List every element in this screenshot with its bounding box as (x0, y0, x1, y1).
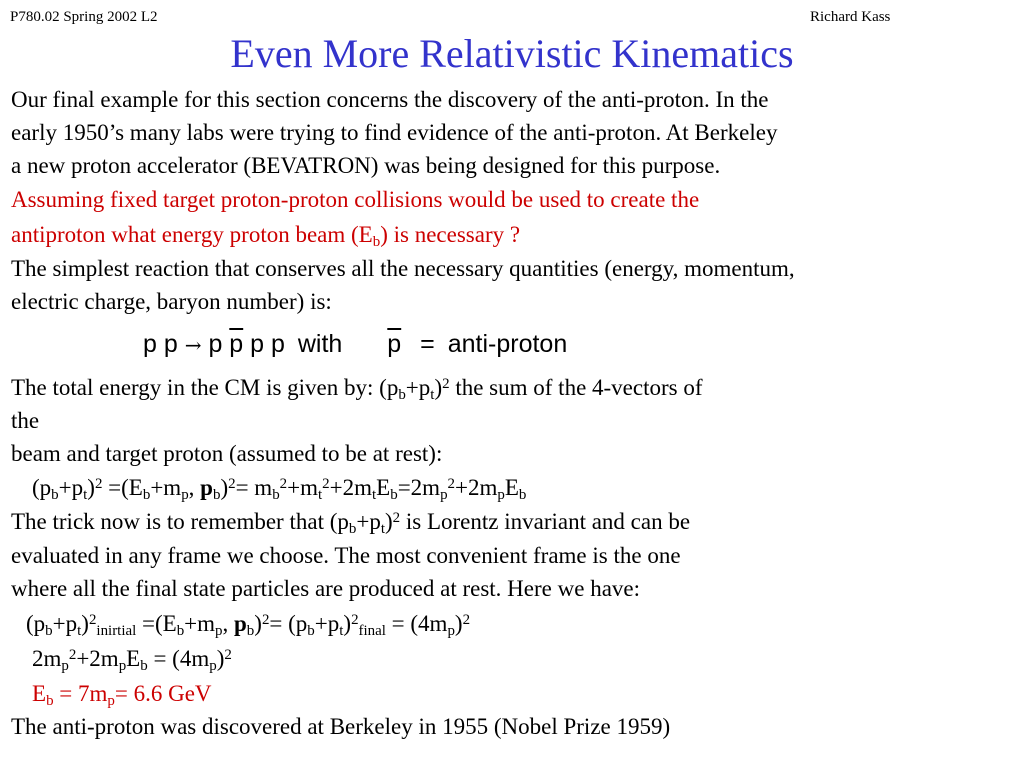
trick-line-2: evaluated in any frame we choose. The most convenient frame is the one (11, 543, 681, 568)
trick-line-1: The trick now is to remember that $(p_b+p_t)^2$ is Lorentz invariant and can be (11, 509, 691, 538)
cm-line-3: beam and target proton (assumed to be at rest): (11, 441, 443, 466)
reaction-arrow: → (184, 333, 202, 357)
reaction-equation: p p → p $\overline{p}$ p p with $\overline{p}$ = anti-proton (143, 330, 568, 358)
equation-3: $2m_p^2+2m_pE_b = (4m_p)^2$ (32, 646, 232, 675)
equation-1: $(p_b+p_t)^2 =(E_b+m_p$, $p_b)^2= m_b^2+m_t^2+2m_tE_b=2m_p^2+2m_pE_b$ (32, 475, 527, 504)
simplest-line-2: electric charge, baryon number) is: (11, 289, 332, 314)
author-header: Richard Kass (810, 9, 891, 25)
reaction-lhs: p p (143, 330, 178, 358)
intro-line-1: Our final example for this section concerns the discovery of the anti-proton. In the (11, 87, 769, 112)
closing-line: The anti-proton was discovered at Berkeley in 1955 (Nobel Prize 1959) (11, 714, 671, 739)
cm-line-2: the (11, 408, 40, 433)
question-line-1: Assuming fixed target proton-proton collisions would be used to create the (11, 187, 700, 212)
course-header: P780.02 Spring 2002 L2 (10, 9, 158, 25)
simplest-line-1: The simplest reaction that conserves all the necessary quantities (energy, momentum, (11, 256, 795, 281)
antiproton-symbol-def: $\overline{p}$ (387, 330, 402, 358)
equation-2: $(p_b+p_t)^2_{inirtial} =(E_b+m_p$, $p_b)^2= (p_b+p_t)^2_{final} = (4m_p)^2$ (26, 611, 471, 640)
intro-line-2: early 1950’s many labs were trying to find evidence of the anti-proton. At Berkeley (11, 120, 778, 145)
cm-line-1: The total energy in the CM is given by: $(p_b+p_t)^2$ the sum of the 4-vectors of (11, 375, 703, 404)
intro-line-3: a new proton accelerator (BEVATRON) was being designed for this purpose. (11, 153, 721, 178)
antiproton-symbol: $\overline{p}$ (229, 330, 244, 358)
trick-line-3: where all the final state particles are produced at rest. Here we have: (11, 576, 640, 601)
slide-title: Even More Relativistic Kinematics (230, 31, 794, 76)
question-line-2: antiproton what energy proton beam $(E_b)$ is necessary ? (11, 222, 521, 251)
result-equation: $E_b = 7m_p= 6.6$ GeV (32, 681, 212, 710)
